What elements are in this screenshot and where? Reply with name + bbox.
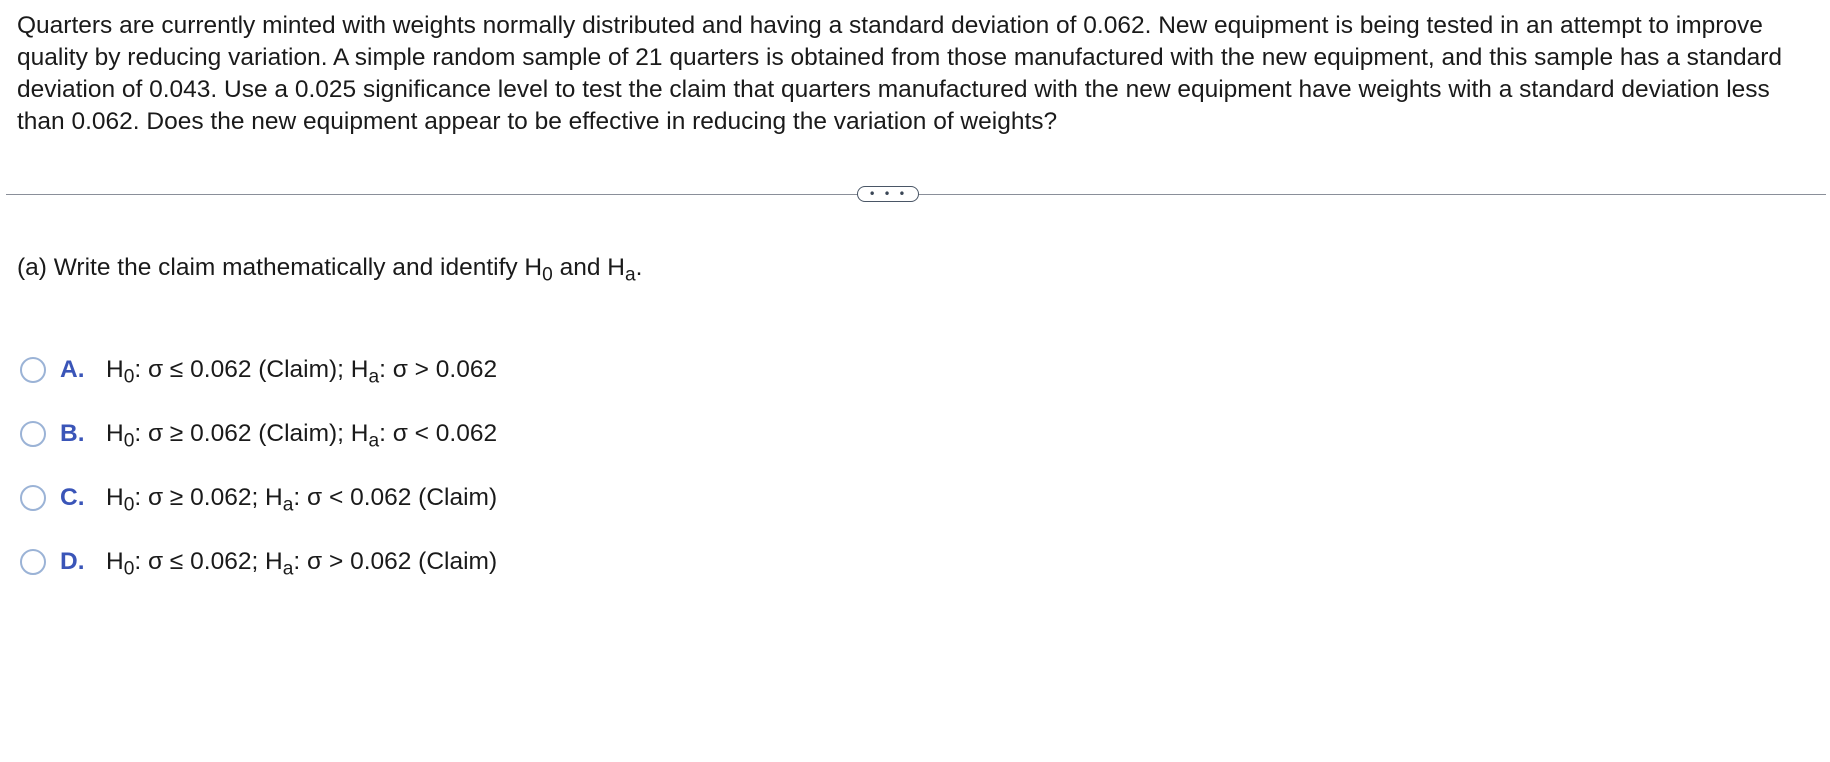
option-c-radio[interactable] (20, 485, 46, 511)
option-c[interactable] (20, 466, 497, 530)
part-a-prefix: (a) Write the claim mathematically and identify H (17, 254, 543, 281)
option-a-ha-rest: : σ > 0.062 (379, 356, 498, 383)
option-a[interactable] (20, 338, 497, 402)
option-a-letter: A. (60, 356, 85, 383)
option-c-h0-sub: 0 (123, 494, 135, 516)
option-a-h0: H (106, 356, 124, 383)
option-b-letter: B. (60, 420, 85, 447)
option-d-h0: H (106, 548, 124, 575)
option-d[interactable] (20, 530, 497, 594)
option-b-ha-sub: a (368, 430, 380, 452)
option-d-letter: D. (60, 548, 85, 575)
part-a-middle: and H (552, 254, 625, 281)
option-c-ha-sub: a (282, 494, 294, 516)
option-c-ha-rest: : σ < 0.062 (Claim) (293, 484, 498, 511)
option-d-radio[interactable] (20, 549, 46, 575)
option-a-h0-rest: : σ ≤ 0.062 (Claim); H (134, 356, 369, 383)
problem-statement: Quarters are currently minted with weights normally distributed and having a standard deviation of 0.062. New equipment is being tested in an attempt to improve quality by reducing variation. A simple random sample of 21 quarters is obtained from those manufactured with the new equipment, and this sample has a standard deviation of 0.043. Use a 0.025 significance level to test the claim that quarters manufactured with the new equipment have weights with a standard deviation less than 0.062. Does the new equipment appear to be effective in reducing the variation of weights? (17, 12, 1782, 135)
option-b[interactable] (20, 402, 497, 466)
option-b-h0-rest: : σ ≥ 0.062 (Claim); H (134, 420, 369, 447)
part-a-suffix: . (635, 254, 643, 281)
option-c-h0-rest: : σ ≥ 0.062; H (134, 484, 283, 511)
option-d-text (106, 548, 498, 580)
part-a-prompt (17, 250, 642, 286)
option-d-h0-sub: 0 (123, 558, 135, 580)
option-d-h0-rest: : σ ≤ 0.062; H (134, 548, 283, 575)
option-c-h0: H (106, 484, 124, 511)
option-b-h0-sub: 0 (123, 430, 135, 452)
more-options-button[interactable]: • • • (857, 186, 919, 202)
option-a-radio[interactable] (20, 357, 46, 383)
option-d-ha-sub: a (282, 558, 294, 580)
option-b-text (106, 420, 498, 452)
option-b-ha-rest: : σ < 0.062 (379, 420, 498, 447)
option-a-ha-sub: a (368, 366, 380, 388)
option-c-text (106, 484, 498, 516)
option-c-letter: C. (60, 484, 85, 511)
option-a-h0-sub: 0 (123, 366, 135, 388)
option-b-radio[interactable] (20, 421, 46, 447)
answer-options (20, 338, 497, 594)
option-d-ha-rest: : σ > 0.062 (Claim) (293, 548, 498, 575)
part-a-ha-subscript: a (624, 264, 636, 286)
part-a-h0-subscript: 0 (542, 264, 553, 286)
option-a-text (106, 356, 498, 388)
option-b-h0: H (106, 420, 124, 447)
